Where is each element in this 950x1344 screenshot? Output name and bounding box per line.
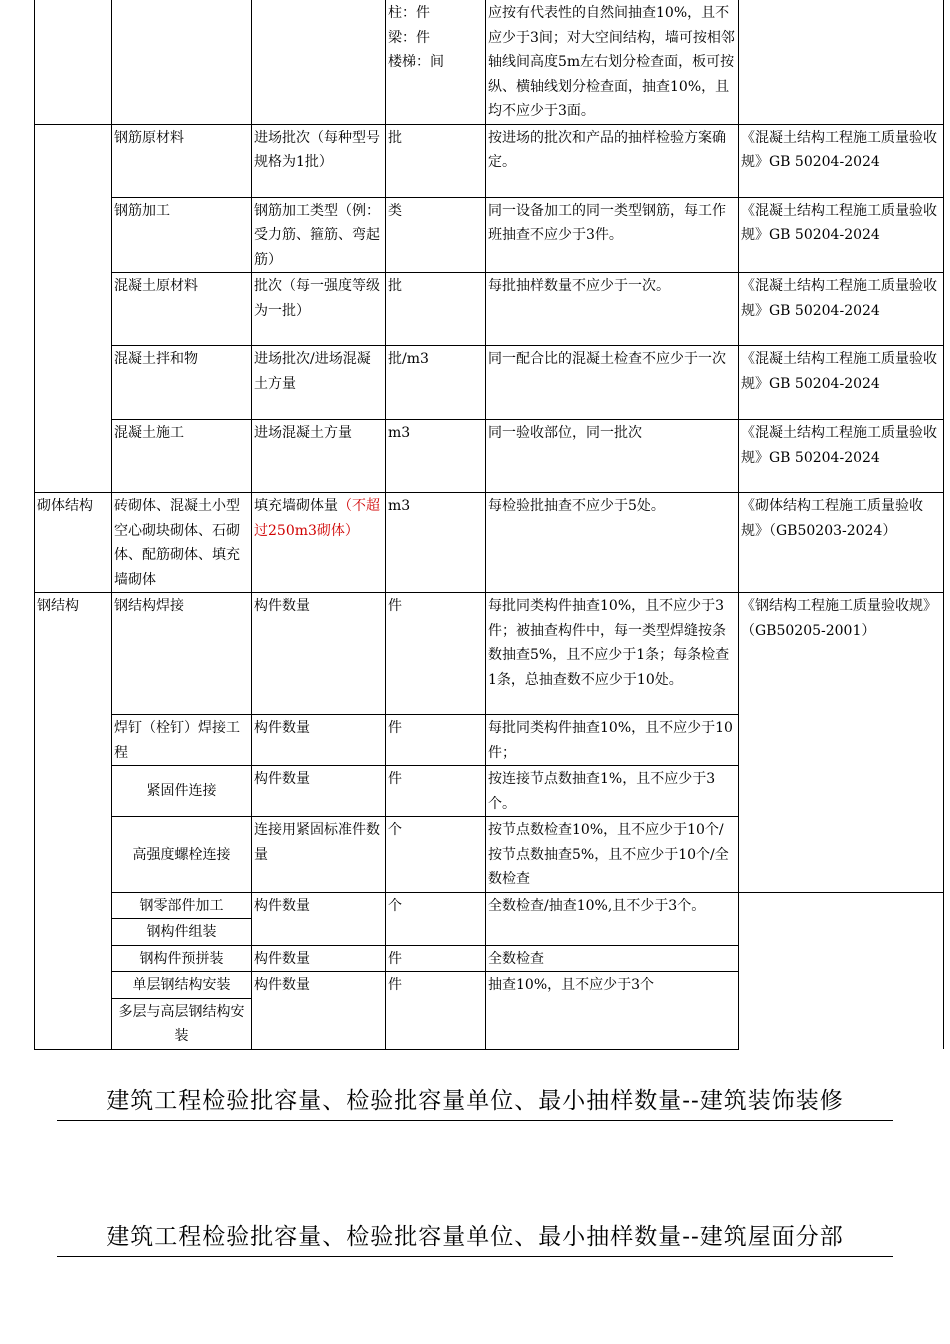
capacity-cell — [252, 0, 386, 124]
unit-line: 柱：件 — [388, 5, 430, 21]
unit-cell: 类 — [386, 197, 486, 273]
rule-cell: 每批抽样数量不应少于一次。 — [486, 273, 739, 346]
item-cell: 混凝土拌和物 — [112, 346, 252, 420]
rule-cell: 每批同类构件抽查10%，且不应少于10件； — [486, 715, 739, 766]
capacity-cell: 进场批次（每种型号规格为1批） — [252, 124, 386, 197]
capacity-cell: 构件数量 — [252, 892, 386, 945]
ref-cell: 《混凝土结构工程施工质量验收规》GB 50204-2024 — [739, 197, 944, 273]
item-cell: 混凝土施工 — [112, 420, 252, 493]
table-row — [35, 892, 944, 919]
rule-cell: 全数检查/抽查10%,且不少于3个。 — [486, 892, 739, 945]
capacity-cell: 进场批次/进场混凝土方量 — [252, 346, 386, 420]
unit-cell: 件 — [386, 766, 486, 817]
capacity-text: 填充墙砌体量 — [254, 498, 338, 514]
unit-cell — [386, 0, 486, 124]
item-cell: 砖砌体、混凝土小型空心砌块砌体、石砌体、配筋砌体、填充墙砌体 — [112, 493, 252, 593]
group-cell — [35, 0, 112, 124]
capacity-cell: 进场混凝土方量 — [252, 420, 386, 493]
item-cell — [112, 0, 252, 124]
rule-cell: 同一验收部位，同一批次 — [486, 420, 739, 493]
ref-cell: 《混凝土结构工程施工质量验收规》GB 50204-2024 — [739, 124, 944, 197]
unit-cell: 批 — [386, 124, 486, 197]
item-cell: 多层与高层钢结构安装 — [112, 998, 252, 1049]
item-cell: 钢筋原材料 — [112, 124, 252, 197]
ref-cell: 《砌体结构工程施工质量验收规》（GB50203-2024） — [739, 493, 944, 593]
rule-cell: 同一配合比的混凝土检查不应少于一次 — [486, 346, 739, 420]
item-cell: 单层钢结构安装 — [112, 972, 252, 999]
item-cell: 钢结构焊接 — [112, 593, 252, 715]
item-cell: 高强度螺栓连接 — [112, 817, 252, 893]
rule-cell: 按连接节点数抽查1%，且不应少于3个。 — [486, 766, 739, 817]
section-heading-roof: 建筑工程检验批容量、检验批容量单位、最小抽样数量--建筑屋面分部 — [57, 1218, 893, 1257]
rule-cell: 每批同类构件抽查10%，且不应少于3件；被抽查构件中，每一类型焊缝按条数抽查5%，且不应少于1条；每条检查1条，总抽查数不应少于10处。 — [486, 593, 739, 715]
item-cell: 钢构件预拼装 — [112, 945, 252, 972]
unit-cell: 批/m3 — [386, 346, 486, 420]
item-cell: 钢零部件加工 — [112, 892, 252, 919]
unit-line: 楼梯：间 — [388, 54, 444, 70]
unit-cell: 件 — [386, 715, 486, 766]
unit-cell: 件 — [386, 972, 486, 1050]
capacity-cell: 构件数量 — [252, 945, 386, 972]
table-row — [35, 124, 944, 197]
table-row — [35, 420, 944, 493]
rule-cell: 按进场的批次和产品的抽样检验方案确定。 — [486, 124, 739, 197]
table-row — [35, 273, 944, 346]
capacity-cell: 连接用紧固标准件数量 — [252, 817, 386, 893]
rule-cell: 抽查10%，且不应少于3个 — [486, 972, 739, 1050]
item-cell: 钢构件组装 — [112, 919, 252, 946]
rule-cell: 应按有代表性的自然间抽查10%，且不应少于3间；对大空间结构，墙可按相邻轴线间高度5m左右划分检查面，板可按纵、横轴线划分检查面，抽查10%，且均不应少于3面。 — [486, 0, 739, 124]
capacity-cell: 批次（每一强度等级为一批） — [252, 273, 386, 346]
item-cell: 混凝土原材料 — [112, 273, 252, 346]
rule-cell: 全数检查 — [486, 945, 739, 972]
capacity-cell: 构件数量 — [252, 972, 386, 1050]
ref-cell: 《混凝土结构工程施工质量验收规》GB 50204-2024 — [739, 273, 944, 346]
group-cell — [35, 124, 112, 493]
unit-cell: 件 — [386, 945, 486, 972]
ref-cell — [739, 892, 944, 1049]
rule-cell: 按节点数检查10%，且不应少于10个/按节点数抽查5%，且不应少于10个/全数检查 — [486, 817, 739, 893]
item-cell: 紧固件连接 — [112, 766, 252, 817]
unit-cell: m3 — [386, 420, 486, 493]
inspection-batch-table — [34, 0, 944, 1050]
ref-cell — [739, 0, 944, 124]
table-row — [35, 197, 944, 273]
unit-cell: 批 — [386, 273, 486, 346]
ref-cell: 《混凝土结构工程施工质量验收规》GB 50204-2024 — [739, 420, 944, 493]
capacity-cell: 钢筋加工类型（例：受力筋、箍筋、弯起筋） — [252, 197, 386, 273]
capacity-cell — [252, 493, 386, 593]
rule-cell: 同一设备加工的同一类型钢筋，每工作班抽查不应少于3件。 — [486, 197, 739, 273]
table-row — [35, 0, 944, 124]
group-cell: 砌体结构 — [35, 493, 112, 593]
unit-cell: 个 — [386, 892, 486, 945]
unit-cell: m3 — [386, 493, 486, 593]
capacity-note: （不超过250m3砌体） — [254, 498, 380, 539]
capacity-cell: 构件数量 — [252, 715, 386, 766]
section-heading-decoration: 建筑工程检验批容量、检验批容量单位、最小抽样数量--建筑装饰装修 — [57, 1082, 893, 1121]
ref-cell: 《混凝土结构工程施工质量验收规》GB 50204-2024 — [739, 346, 944, 420]
rule-cell: 每检验批抽查不应少于5处。 — [486, 493, 739, 593]
capacity-cell: 构件数量 — [252, 593, 386, 715]
item-cell: 焊钉（栓钉）焊接工程 — [112, 715, 252, 766]
table-row — [35, 346, 944, 420]
group-cell: 钢结构 — [35, 593, 112, 1050]
item-cell: 钢筋加工 — [112, 197, 252, 273]
table-row — [35, 493, 944, 593]
ref-cell: 《钢结构工程施工质量验收规》（GB50205-2001） — [739, 593, 944, 893]
unit-line: 梁：件 — [388, 29, 430, 46]
table-row — [35, 593, 944, 715]
unit-cell: 件 — [386, 593, 486, 715]
unit-cell: 个 — [386, 817, 486, 893]
capacity-cell: 构件数量 — [252, 766, 386, 817]
